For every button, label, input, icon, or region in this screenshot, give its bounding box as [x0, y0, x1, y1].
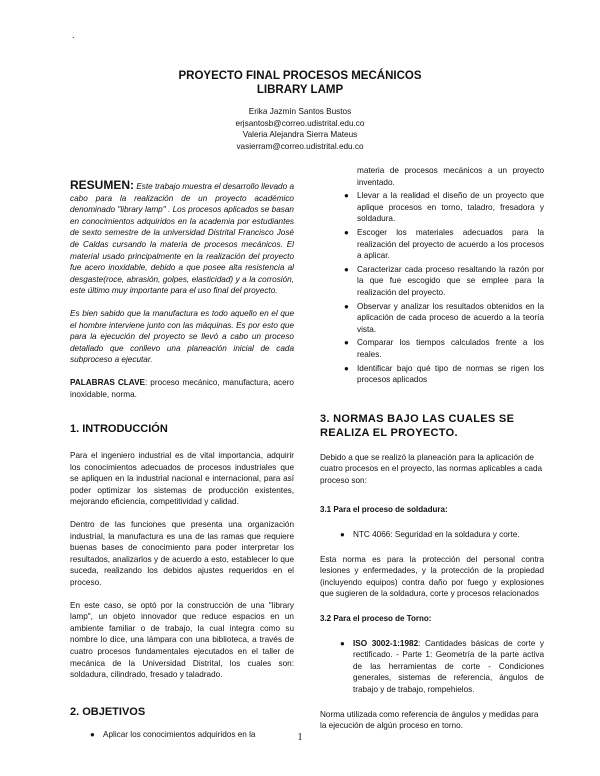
list-item [344, 301, 544, 336]
normas-heading [320, 412, 544, 440]
torno-heading: 3.2 Para el proceso de Torno: [320, 614, 432, 624]
list-item [344, 227, 544, 262]
bullet-icon: ● [344, 338, 349, 348]
bullet-icon: ● [344, 191, 349, 201]
bullet-icon: ● [340, 638, 345, 648]
soldadura-norm: NTC 4066: Seguridad en la soldadura y corte. [353, 530, 520, 540]
abstract [70, 180, 294, 297]
list-item [344, 337, 544, 360]
soldadura-text: Esta norma es para la protección del personal contra lesiones y enfermedades, y la protección de la propiedad (incluyendo equipos) contra daño por fuego y explosiones que sugieren de la soldadura, corte y procesos relacionados [320, 554, 544, 599]
normas-intro: Debido a que se realizó la planeación para la aplicación de cuatro procesos en el proyecto, las normas aplicables a cada proceso son: [320, 452, 543, 485]
objectives-heading: 2. OBJETIVOS [70, 705, 146, 718]
page-number: 1 [297, 732, 303, 743]
abstract-text-2: Es bien sabido que la manufactura es todo aquello en el que el hombre interviene junto con las máquinas. Es por esto que para la ejecución del proyecto se llevó a cabo un proceso detallado que conllevo una planeación inicial de cada subproceso a ejecutar. [70, 308, 294, 365]
objective-1-cont: materia de procesos mecánicos a un proyecto inventado. [357, 166, 544, 187]
list-item [344, 190, 544, 225]
torno-list [320, 638, 544, 696]
list-item [344, 363, 544, 386]
list-item [340, 529, 544, 541]
paper-title-line1: PROYECTO FINAL PROCESOS MECÁNICOS [178, 70, 422, 82]
objective-item: Comparar los tiempos calculados frente a los reales. [357, 338, 544, 359]
torno-norm-code: ISO 3002-1:1982 [353, 638, 419, 648]
soldadura-list [320, 529, 544, 541]
author-email-2: vasierram@correo.udistrital.edu.co [236, 141, 364, 151]
left-column [70, 180, 294, 740]
objective-item: Escoger los materiales adecuados para la realización del proyecto de acuerdo a los procesos a aplicar. [357, 227, 544, 261]
author-email-1: erjsantosb@correo.udistrital.edu.co [235, 118, 365, 128]
objective-item: Llevar a la realidad el diseño de un proyecto que aplique procesos en torno, taladro, fresadora y soldadura. [357, 191, 544, 224]
intro-paragraph-2: Dentro de las funciones que presenta una organización industrial, la manufactura es una de las ramas que requiere buenas bases de conocimiento para poder interpretar los resultados, analizarlos y de acuerdo a esto, establecer lo que suceda, realizando los debidos ajustes requeridos en el proceso. [70, 520, 294, 588]
bullet-icon: ● [344, 363, 349, 373]
intro-heading: 1. INTRODUCCIÓN [70, 423, 168, 436]
bullet-icon: ● [344, 227, 349, 237]
right-column [320, 165, 544, 732]
bullet-icon: ● [340, 530, 345, 540]
soldadura-heading: 3.1 Para el proceso de soldadura: [320, 505, 448, 515]
bullet-icon: ● [344, 264, 349, 274]
list-item [344, 264, 544, 299]
normas-heading-line2: REALIZA EL PROYECTO. [320, 426, 458, 439]
objectives-list [320, 165, 544, 386]
keywords-text: : proceso mecánico, manufactura, acero inoxidable, norma. [70, 377, 294, 399]
list-item [357, 165, 544, 188]
bullet-icon: ● [344, 301, 349, 311]
objective-item: Observar y analizar los resultados obtenidos en la aplicación de cada proceso de acuerdo a la teoría vista. [357, 301, 544, 334]
list-item [340, 638, 544, 696]
objective-1-start: Aplicar los conocimientos adquiridos en la [103, 729, 256, 739]
torno-text: Norma utilizada como referencia de ángulos y medidas para la ejecución de algún proceso en torno. [320, 709, 539, 731]
top-mark: . [72, 30, 75, 40]
abstract-heading: RESUMEN: [70, 178, 135, 192]
bullet-icon: ● [90, 729, 95, 739]
keywords [70, 377, 294, 400]
torno-norm-text: : Cantidades básicas de corte y rectificado. - Parte 1: Geometría de la parte activa de las herramientas de corte - Condiciones generales, sistemas de referencia, ángulos de trabajo y de trabajo, rompehielos. [353, 638, 544, 694]
paper-title [0, 69, 600, 97]
author-name-1: Erika Jazmín Santos Bustos [248, 107, 352, 116]
paper-title-line2: LIBRARY LAMP [256, 84, 344, 96]
abstract-text: Este trabajo muestra el desarrollo llevado a cabo para la realización de un proyecto académico denominado "library lamp" . Los procesos aplicados se basan en conocimientos adquiridos en la academia por estudiantes de sexto semestre de la universidad Distrital Francisco José de Caldas cursando la materia de procesos mecánicos. El material usado principalmente en la realización del proyecto fue acero inoxidable, debido a que posee alta resistencia al desgaste(roce, abrasión, golpes, elasticidad) y a la corrosión, este último muy importante para el uso final del proyecto. [70, 182, 294, 296]
normas-heading-line1: 3. NORMAS BAJO LAS CUALES SE [320, 412, 515, 425]
objective-item: Caracterizar cada proceso resaltando la razón por la que fue escogido que se emplee para la realización del proyecto. [357, 264, 544, 297]
author-name-2: Valeria Alejandra Sierra Mateus [242, 130, 358, 139]
authors-block [0, 106, 600, 152]
intro-paragraph-1: Para el ingeniero industrial es de vital importancia, adquirir los conocimientos adecuados de procesos industriales que se apliquen en la industrial nacional e internacional, para así poder optimizar los sistemas de producción existentes, mejorando eficiencia, competitividad y calidad. [70, 451, 294, 507]
intro-paragraph-3: En este caso, se optó por la construcción de una "library lamp", un objeto innovador que reduce espacios en un ambiente familiar o de trabajo, la cual integra como su nombre lo dice, una lámpara con una biblioteca, a través de cuatro procesos fundamentales ejecutados en el taller de mecánica de la Universidad Distrital, los cuales son: soldadura, cilindrado, fresado y taladrado. [70, 600, 294, 680]
objective-item: Identificar bajo qué tipo de normas se rigen los procesos aplicados [357, 363, 544, 385]
keywords-label: PALABRAS CLAVE [70, 377, 146, 387]
